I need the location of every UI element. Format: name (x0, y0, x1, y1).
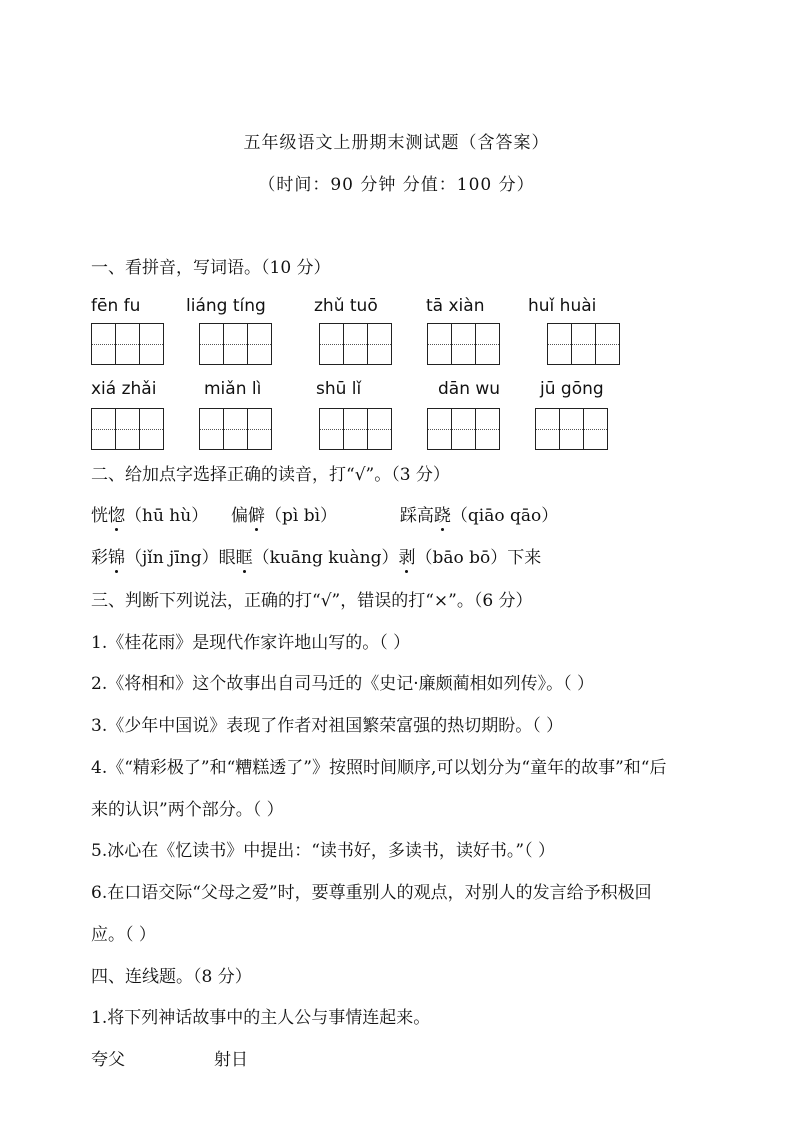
section-2-heading: 二、给加点字选择正确的读音，打“√”。（3 分） (91, 465, 450, 485)
pinyin-3: zhǔ tuō (314, 296, 378, 316)
judge-item-2: 2.《将相和》这个故事出自司马迁的《史记·廉颇蔺相如列传》。（ ） (91, 674, 595, 694)
writing-box-9[interactable] (427, 408, 500, 450)
judge-item-4-cont: 来的认识”两个部分。（ ） (91, 800, 284, 820)
pinyin-8: shū lǐ (316, 379, 362, 399)
section-1-heading: 一、看拼音，写词语。（10 分） (91, 258, 331, 278)
judge-item-3: 3.《少年中国说》表现了作者对祖国繁荣富强的热切期盼。（ ） (91, 716, 564, 736)
page-subtitle: （时间：90 分钟 分值：100 分） (258, 175, 535, 195)
writing-box-6[interactable] (91, 408, 164, 450)
pinyin-1: fēn fu (91, 296, 141, 316)
judge-item-6: 6.在口语交际“父母之爱”时，要尊重别人的观点，对别人的发言给予积极回 (91, 883, 652, 903)
page-title: 五年级语文上册期末测试题（含答案） (243, 133, 550, 153)
dotted-char: 眶 (236, 543, 253, 568)
judge-item-5: 5.冰心在《忆读书》中提出：“读书好，多读书，读好书。”（ ） (91, 841, 556, 861)
writing-box-4[interactable] (427, 323, 500, 365)
matching-instruction: 1.将下列神话故事中的主人公与事情连起来。 (91, 1008, 431, 1028)
match-right-1[interactable]: 射日 (214, 1050, 248, 1070)
pinyin-7: miǎn lì (204, 379, 262, 399)
match-left-1[interactable]: 夸父 (91, 1050, 125, 1070)
writing-box-10[interactable] (535, 408, 608, 450)
dotted-char: 锦 (108, 543, 125, 568)
judge-item-4: 4.《“精彩极了”和“糟糕透了”》按照时间顺序,可以划分为“童年的故事”和“后 (91, 758, 667, 778)
reading-line-2: 彩锦（jǐn jīng）眼眶（kuāng kuàng）剥（bāo bō）下来 (91, 543, 541, 568)
writing-box-8[interactable] (319, 408, 392, 450)
judge-item-6-cont: 应。（ ） (91, 925, 156, 945)
writing-box-5[interactable] (547, 323, 620, 365)
writing-box-1[interactable] (91, 323, 164, 365)
pinyin-5: huǐ huài (528, 296, 597, 316)
pinyin-2: liáng tíng (186, 296, 266, 316)
dotted-char: 僻 (248, 501, 265, 526)
writing-box-2[interactable] (199, 323, 272, 365)
writing-box-3[interactable] (319, 323, 392, 365)
judge-item-1: 1.《桂花雨》是现代作家许地山写的。（ ） (91, 633, 411, 653)
pinyin-9: dān wu (438, 379, 501, 399)
pinyin-4: tā xiàn (426, 296, 485, 316)
writing-box-7[interactable] (199, 408, 272, 450)
section-4-heading: 四、连线题。（8 分） (91, 967, 252, 987)
dotted-char: 惚 (108, 501, 125, 526)
dotted-char: 跷 (434, 501, 451, 526)
pinyin-10: jū gōng (540, 379, 604, 399)
section-3-heading: 三、判断下列说法，正确的打“√”，错误的打“×”。（6 分） (91, 591, 533, 611)
pinyin-6: xiá zhǎi (91, 379, 157, 399)
reading-line-1: 恍惚（hū hù） 偏僻（pì bì） 踩高跷（qiāo qāo） (91, 501, 558, 526)
dotted-char: 剥 (398, 543, 415, 568)
